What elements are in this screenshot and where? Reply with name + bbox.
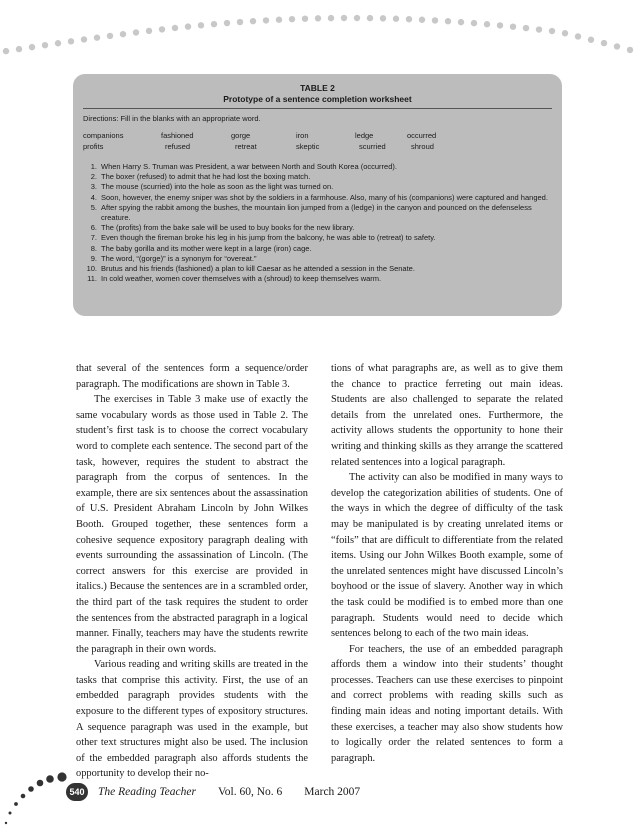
- journal-date: March 2007: [304, 786, 361, 798]
- word-bank-word: companions: [83, 131, 124, 140]
- decorative-dot: [302, 15, 308, 21]
- sentence-number: 5.: [90, 202, 97, 212]
- table-title: TABLE 2: [300, 83, 335, 93]
- decorative-dot: [588, 37, 594, 43]
- decorative-dot: [536, 26, 542, 32]
- decorative-dot: [28, 786, 34, 792]
- decorative-dot: [575, 33, 581, 39]
- word-bank-word: shroud: [411, 142, 434, 151]
- table-divider: [83, 108, 552, 109]
- word-bank-column: [296, 130, 319, 152]
- sentence-text: The (profits) from the bake sale will be used to buy books for the new library.: [101, 223, 355, 233]
- sentence-number: 10.: [86, 264, 97, 274]
- decorative-dot: [328, 15, 334, 21]
- sentence-number: 4.: [90, 192, 97, 202]
- word-bank-column: [407, 130, 436, 152]
- body-paragraph: Various reading and writing skills are treated in the tasks that comprise this activity. First, the use of an embedded paragraph provides students with the exposure to the different types of expository structures. A sequence paragraph was used in the example, but other text structures might also be used. The inclusion of the embedded paragraph also affords students the opportunity to develop their no-: [76, 659, 308, 780]
- decorative-dot: [237, 19, 243, 25]
- sentence-text: Soon, however, the enemy sniper was shot by the soldiers in a farmhouse. Also, many of his (companions) were captured and hanged.: [101, 192, 548, 202]
- decorative-dot: [315, 15, 321, 21]
- body-column-left: [76, 361, 308, 782]
- word-bank-word: retreat: [235, 142, 257, 151]
- word-bank-column: [355, 130, 386, 152]
- sentence-text: After spying the rabbit among the bushes, the mountain lion jumped from a (ledge) in the canyon and pounced on the defenseless creature.: [101, 202, 532, 223]
- decorative-dot: [354, 15, 360, 21]
- sentence-number: 7.: [90, 233, 97, 243]
- sentence-item: [83, 254, 552, 264]
- page-number: 540: [66, 783, 88, 801]
- decorative-dot: [5, 822, 7, 824]
- sentence-text: The baby gorilla and its mother were kept in a large (iron) cage.: [101, 243, 312, 253]
- decorative-dot: [601, 40, 607, 46]
- decorative-dot: [9, 812, 12, 815]
- decorative-dot: [289, 16, 295, 22]
- decorative-dot: [510, 23, 516, 29]
- word-bank-word: scurried: [359, 142, 386, 151]
- decorative-dot: [37, 780, 44, 787]
- decorative-dot: [3, 48, 9, 54]
- word-bank-word: occurred: [407, 131, 437, 140]
- sentence-item: [83, 244, 552, 254]
- table-directions: Directions: Fill in the blanks with an appropriate word.: [83, 114, 261, 123]
- decorative-dot: [250, 18, 256, 24]
- sentence-number: 1.: [90, 162, 97, 171]
- decorative-dot: [549, 28, 555, 34]
- sentence-text: In cold weather, women cover themselves with a (shroud) to keep themselves warm.: [101, 274, 382, 284]
- sentence-text: The boxer (refused) to admit that he had lost the boxing match.: [101, 172, 311, 182]
- word-bank-word: profits: [83, 142, 104, 151]
- sentence-number: 6.: [90, 223, 97, 233]
- word-bank-word: skeptic: [296, 142, 320, 151]
- word-bank-word: ledge: [355, 131, 374, 140]
- decorative-dot: [133, 29, 139, 35]
- decorative-dot: [211, 21, 217, 27]
- body-column-right: [331, 361, 563, 766]
- decorative-dot: [419, 17, 425, 23]
- word-bank-word: gorge: [231, 131, 251, 140]
- word-bank-word: fashioned: [161, 131, 194, 140]
- body-paragraph: For teachers, the use of an embedded paragraph affords them a window into their students’ thought processes. Teachers can use these exercises to pinpoint and correct problems with reading skills such as finding main ideas and noting important details. With these exercises, a teacher may also show students how to logically order the related sentences to form a paragraph.: [331, 643, 563, 764]
- decorative-dot: [445, 18, 451, 24]
- decorative-dot: [432, 17, 438, 23]
- decorative-dot: [120, 31, 126, 37]
- decorative-dot: [42, 42, 48, 48]
- sentence-text: Brutus and his friends (fashioned) a plan to kill Caesar as he attended a session in the Senate.: [101, 264, 415, 274]
- word-bank-column: [161, 130, 194, 152]
- sentence-item: [83, 182, 552, 192]
- sentence-text: The word, “(gorge)” is a synonym for “overeat.”: [101, 253, 257, 263]
- sentence-number: 8.: [90, 243, 97, 253]
- body-paragraph: that several of the sentences form a sequence/order paragraph. The modifications are shown in Table 3.: [76, 363, 308, 390]
- word-bank-column: [83, 130, 123, 152]
- word-bank-word: refused: [165, 142, 191, 151]
- decorative-dot: [614, 43, 620, 49]
- decorative-dot: [21, 794, 26, 799]
- sentence-number: 11.: [87, 274, 97, 284]
- sentence-item: [83, 203, 552, 223]
- decorative-dot: [406, 16, 412, 22]
- decorative-dot: [198, 22, 204, 28]
- decorative-dot: [185, 23, 191, 29]
- decorative-dot: [68, 38, 74, 44]
- journal-volume: Vol. 60, No. 6: [217, 786, 283, 798]
- sentence-text: The mouse (scurried) into the hole as soon as the light was turned on.: [101, 182, 334, 192]
- decorative-dot: [341, 15, 347, 21]
- table-2-box: [73, 74, 562, 316]
- decorative-dot: [146, 28, 152, 34]
- decorative-dot: [393, 16, 399, 22]
- decorative-dot: [172, 25, 178, 31]
- word-bank-word: iron: [296, 131, 309, 140]
- journal-name: The Reading Teacher: [98, 786, 196, 798]
- decorative-dot: [627, 47, 633, 53]
- decorative-dot: [159, 26, 165, 32]
- decorative-dot: [224, 20, 230, 26]
- decorative-dot: [16, 46, 22, 52]
- decorative-dot: [497, 22, 503, 28]
- word-bank-column: [231, 130, 257, 152]
- page-footer: [66, 782, 360, 802]
- body-paragraph: The exercises in Table 3 make use of exactly the same vocabulary words as those used in Table 2. The student’s first task is to choose the correct vocabulary word to complete each sentence. The second part of the task, however, requires the student to abstract the paragraph from the corpus of sentences. In the example, there are six sentences about the assassination of U.S. President Abraham Lincoln by John Wilkes Booth. Grouped together, these sentences form a cohesive sequence expository paragraph dealing with events surrounding the assassination of Lincoln. (The correct answers for this exercise are provided in italics.) Because the sentences are in a scrambled order, the third part of the task requires the student to order the sentences from the abstracted paragraph in a logical manner. Finally, teachers may have the students rewrite the paragraph in their own words.: [76, 394, 308, 655]
- decorative-dot: [57, 772, 66, 781]
- decorative-dot: [276, 17, 282, 23]
- decorative-dot: [55, 40, 61, 46]
- sentence-item: [83, 172, 552, 182]
- sentence-number: 2.: [90, 172, 97, 182]
- decorative-dot: [81, 36, 87, 42]
- decorative-dot: [263, 17, 269, 23]
- decorative-dot: [367, 15, 373, 21]
- decorative-dots-top: [0, 0, 638, 80]
- decorative-dot: [471, 20, 477, 26]
- decorative-dot: [380, 15, 386, 21]
- decorative-dot: [14, 802, 18, 806]
- decorative-dot: [562, 30, 568, 36]
- sentence-number: 3.: [90, 182, 97, 192]
- decorative-dot: [484, 21, 490, 27]
- sentence-text: Even though the fireman broke his leg in his jump from the balcony, he was able to (retreat) to safety.: [101, 233, 436, 243]
- word-bank: [83, 130, 552, 154]
- decorative-dot: [29, 44, 35, 50]
- decorative-dot: [523, 25, 529, 31]
- body-paragraph: The activity can also be modified in many ways to develop the categorization abilities of students. One of the ways in which the degree of difficulty of the task may be manipulated is by creating unrelated items or “foils” that are difficult to differentiate from the related items. Using our John Wilkes Booth example, some of the unrelated sentences might have discussed Lincoln’s boyhood or the issue of slavery. Another way in which the task could be modified is to embed more than one paragraph. Students would need to decide which sentences belong to each of the two main ideas.: [331, 472, 563, 640]
- sentence-item: [83, 193, 552, 203]
- sentence-item: [83, 162, 552, 172]
- sentence-item: [83, 264, 552, 274]
- sentence-item: [83, 233, 552, 243]
- sentence-list: [83, 162, 552, 284]
- decorative-dot: [458, 19, 464, 25]
- table-subtitle: Prototype of a sentence completion worksheet: [223, 94, 412, 104]
- decorative-dot: [46, 775, 54, 783]
- sentence-item: [83, 223, 552, 233]
- decorative-dot: [94, 34, 100, 40]
- decorative-dot: [107, 33, 113, 39]
- sentence-text: When Harry S. Truman was President, a war between North and South Korea (occurred).: [101, 162, 397, 171]
- body-paragraph: tions of what paragraphs are, as well as to give them the chance to practice ferreting out main ideas. Students are also challenged to separate the related details from the unrelated ones. Furthermore, the activity allows students the opportunity to hone their writing and thinking skills as they arrange the scattered related sentences into a logical paragraph.: [331, 363, 563, 468]
- sentence-number: 9.: [90, 253, 97, 263]
- sentence-item: [83, 274, 552, 284]
